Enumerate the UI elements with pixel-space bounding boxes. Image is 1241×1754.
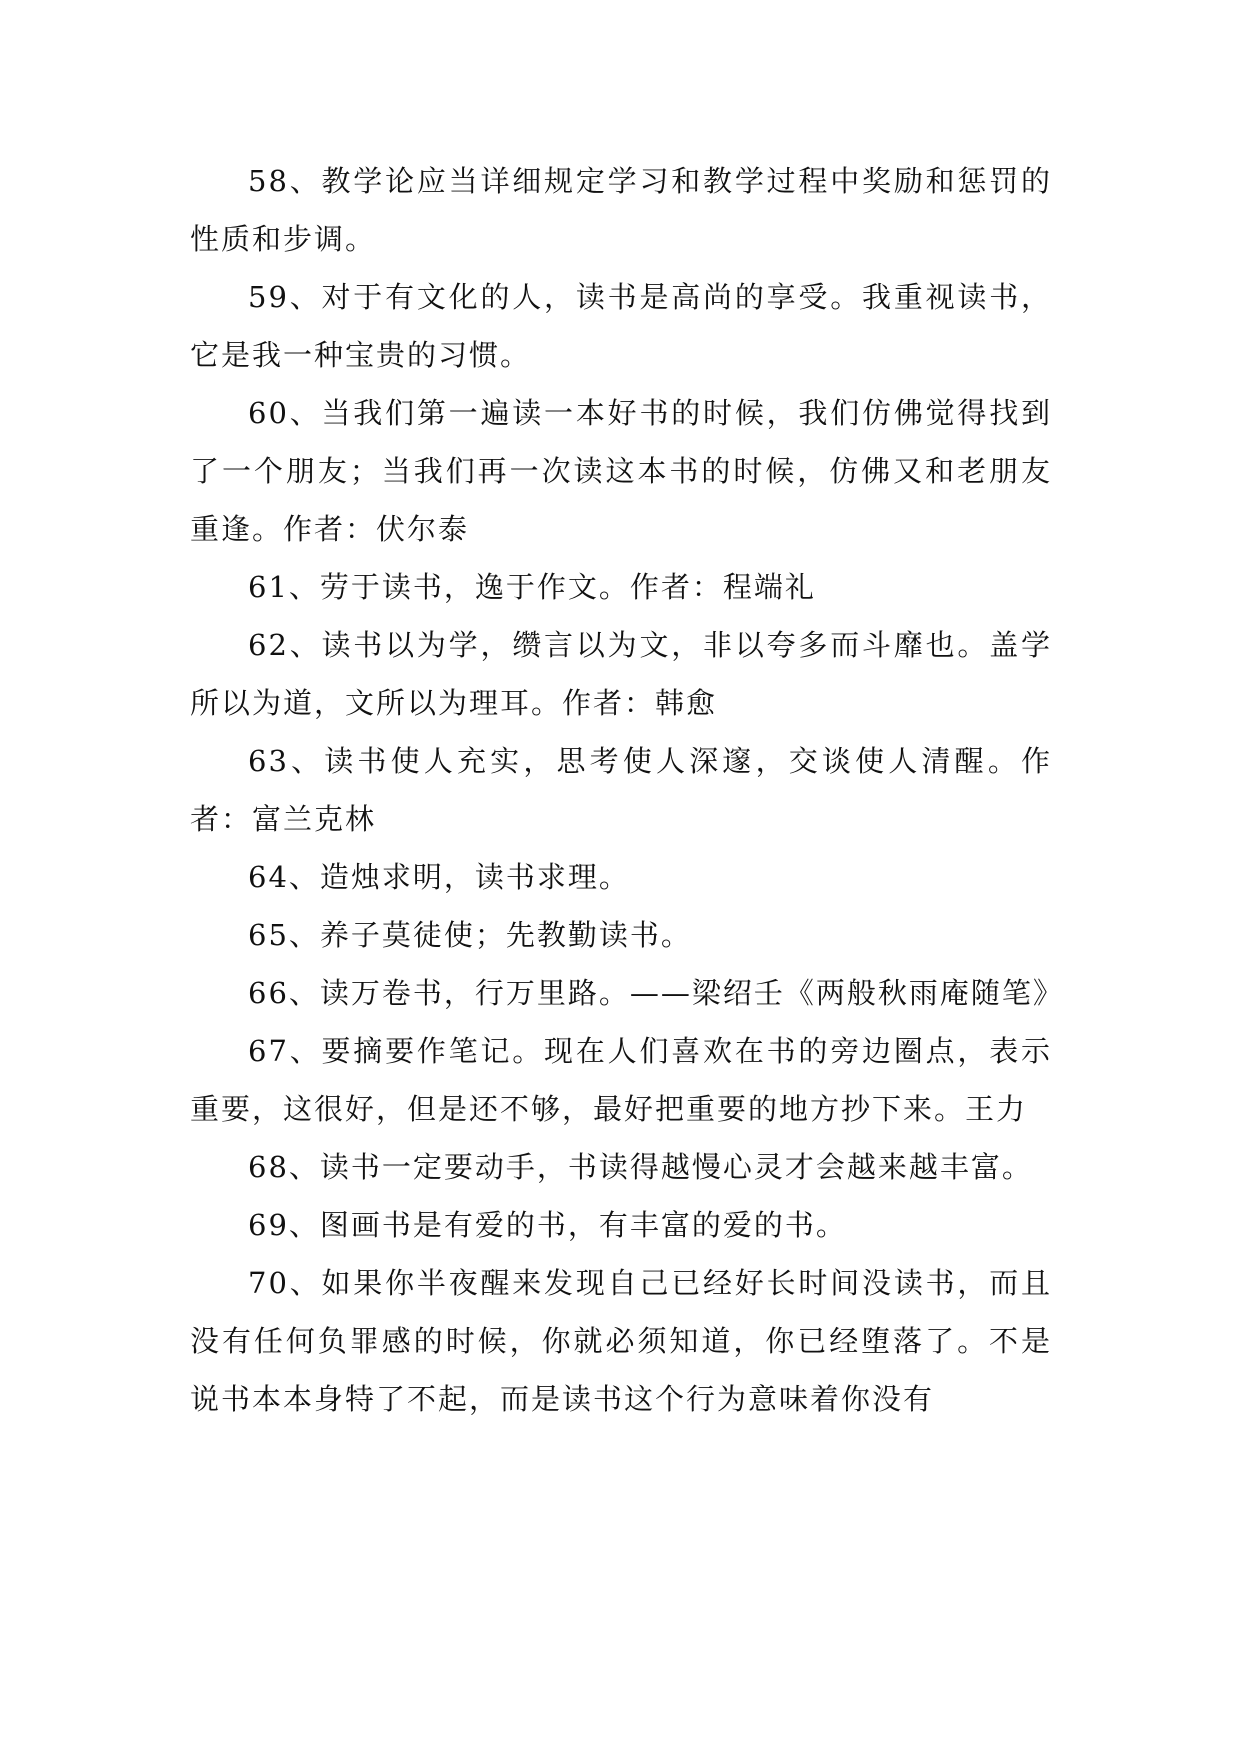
quote-paragraph-67: 67、要摘要作笔记。现在人们喜欢在书的旁边圈点，表示重要，这很好，但是还不够，最好把重要的地方抄下来。王力 xyxy=(190,1034,1052,1126)
quote-paragraph-69: 69、图画书是有爱的书，有丰富的爱的书。 xyxy=(248,1208,847,1242)
quote-paragraph-66: 66、读万卷书，行万里路。——梁绍壬《两般秋雨庵随笔》 xyxy=(248,976,1064,1010)
quote-paragraph-60: 60、当我们第一遍读一本好书的时候，我们仿佛觉得找到了一个朋友；当我们再一次读这本书的时候，仿佛又和老朋友重逢。作者：伏尔泰 xyxy=(190,396,1052,546)
quote-paragraph-58: 58、教学论应当详细规定学习和教学过程中奖励和惩罚的性质和步调。 xyxy=(190,164,1052,256)
quote-paragraph-62: 62、读书以为学，缵言以为文，非以夸多而斗靡也。盖学所以为道，文所以为理耳。作者：韩愈 xyxy=(190,628,1052,720)
quote-paragraph-63: 63、读书使人充实，思考使人深邃，交谈使人清醒。作者：富兰克林 xyxy=(190,744,1052,836)
quote-paragraph-59: 59、对于有文化的人，读书是高尚的享受。我重视读书，它是我一种宝贵的习惯。 xyxy=(190,280,1052,372)
quote-paragraph-70: 70、如果你半夜醒来发现自己已经好长时间没读书，而且没有任何负罪感的时候，你就必须知道，你已经堕落了。不是说书本本身特了不起，而是读书这个行为意味着你没有 xyxy=(190,1266,1052,1416)
quote-paragraph-64: 64、造烛求明，读书求理。 xyxy=(248,860,630,894)
quote-paragraph-65: 65、养子莫徒使；先教勤读书。 xyxy=(248,918,692,952)
document-body xyxy=(190,152,1064,1428)
quote-paragraph-68: 68、读书一定要动手，书读得越慢心灵才会越来越丰富。 xyxy=(248,1150,1033,1184)
quote-paragraph-61: 61、劳于读书，逸于作文。作者：程端礼 xyxy=(248,570,816,604)
